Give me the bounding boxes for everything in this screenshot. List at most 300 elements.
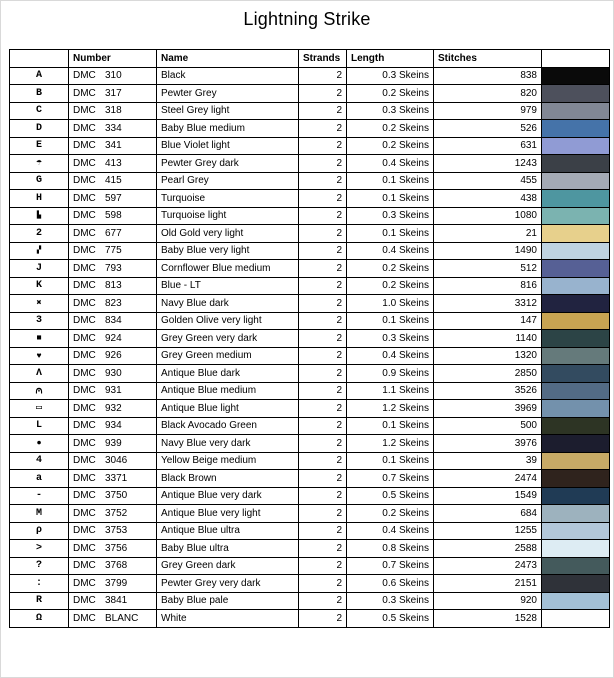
name-cell: Black Avocado Green (157, 417, 299, 435)
color-swatch (542, 172, 610, 190)
symbol-cell: ✖ (10, 295, 69, 313)
number-label: 3756 (105, 542, 128, 554)
color-swatch (542, 330, 610, 348)
length-cell: 0.3 Skeins (347, 330, 434, 348)
pattern-table-body (10, 67, 610, 627)
symbol-cell: A (10, 67, 69, 85)
length-cell: 0.2 Skeins (347, 120, 434, 138)
name-cell: Baby Blue ultra (157, 540, 299, 558)
number-label: 334 (105, 122, 122, 134)
strands-cell: 2 (299, 382, 347, 400)
color-swatch (542, 120, 610, 138)
table-row (10, 382, 610, 400)
stitches-cell: 512 (434, 260, 542, 278)
strands-cell: 2 (299, 260, 347, 278)
number-label: 3753 (105, 525, 128, 537)
number-cell (69, 190, 157, 208)
stitches-cell: 1528 (434, 610, 542, 628)
length-cell: 0.5 Skeins (347, 487, 434, 505)
length-cell: 0.6 Skeins (347, 575, 434, 593)
table-row (10, 610, 610, 628)
name-cell: Black (157, 67, 299, 85)
length-cell: 0.2 Skeins (347, 260, 434, 278)
brand-label: DMC (73, 227, 96, 239)
color-swatch (542, 207, 610, 225)
color-swatch (542, 610, 610, 628)
color-swatch (542, 452, 610, 470)
color-swatch (542, 295, 610, 313)
number-cell (69, 260, 157, 278)
symbol-cell: ● (10, 435, 69, 453)
table-row (10, 137, 610, 155)
table-row (10, 365, 610, 383)
color-swatch (542, 470, 610, 488)
length-cell: 1.0 Skeins (347, 295, 434, 313)
number-cell (69, 242, 157, 260)
brand-label: DMC (73, 297, 96, 309)
number-label: 3046 (105, 455, 128, 467)
number-cell (69, 67, 157, 85)
brand-label: DMC (73, 245, 96, 257)
symbol-cell: a (10, 470, 69, 488)
table-row (10, 102, 610, 120)
length-cell: 0.3 Skeins (347, 592, 434, 610)
brand-label: DMC (73, 140, 96, 152)
symbol-cell: Ω (10, 610, 69, 628)
strands-cell: 2 (299, 312, 347, 330)
number-cell (69, 505, 157, 523)
strands-cell: 2 (299, 610, 347, 628)
color-swatch (542, 312, 610, 330)
number-cell (69, 470, 157, 488)
number-label: 813 (105, 280, 122, 292)
length-cell: 0.9 Skeins (347, 365, 434, 383)
name-cell: Antique Blue medium (157, 382, 299, 400)
table-row (10, 347, 610, 365)
stitches-cell: 526 (434, 120, 542, 138)
brand-label: DMC (73, 490, 96, 502)
strands-cell: 2 (299, 347, 347, 365)
strands-cell: 2 (299, 155, 347, 173)
color-swatch (542, 575, 610, 593)
symbol-cell: ▞ (10, 242, 69, 260)
number-cell (69, 295, 157, 313)
name-cell: Yellow Beige medium (157, 452, 299, 470)
number-cell (69, 452, 157, 470)
strands-cell: 2 (299, 137, 347, 155)
number-label: 775 (105, 245, 122, 257)
header-stitches: Stitches (434, 50, 542, 68)
length-cell: 0.4 Skeins (347, 347, 434, 365)
brand-label: DMC (73, 175, 96, 187)
stitches-cell: 1320 (434, 347, 542, 365)
table-row (10, 592, 610, 610)
table-row (10, 190, 610, 208)
length-cell: 0.8 Skeins (347, 540, 434, 558)
stitches-cell: 3312 (434, 295, 542, 313)
table-row (10, 452, 610, 470)
name-cell: Antique Blue ultra (157, 522, 299, 540)
number-label: 598 (105, 210, 122, 222)
brand-label: DMC (73, 210, 96, 222)
brand-label: DMC (73, 315, 96, 327)
strands-cell: 2 (299, 242, 347, 260)
number-label: 834 (105, 315, 122, 327)
stitches-cell: 1140 (434, 330, 542, 348)
name-cell: Antique Blue very light (157, 505, 299, 523)
table-row (10, 207, 610, 225)
stitches-cell: 2151 (434, 575, 542, 593)
name-cell: Pewter Grey dark (157, 155, 299, 173)
number-cell (69, 592, 157, 610)
symbol-cell: H (10, 190, 69, 208)
color-swatch (542, 155, 610, 173)
strands-cell: 2 (299, 470, 347, 488)
stitches-cell: 2588 (434, 540, 542, 558)
number-label: 3768 (105, 560, 128, 572)
symbol-cell: : (10, 575, 69, 593)
color-swatch (542, 67, 610, 85)
length-cell: 0.2 Skeins (347, 277, 434, 295)
table-row (10, 575, 610, 593)
table-row (10, 155, 610, 173)
strands-cell: 2 (299, 487, 347, 505)
strands-cell: 2 (299, 277, 347, 295)
color-swatch (542, 225, 610, 243)
number-cell (69, 435, 157, 453)
strands-cell: 2 (299, 435, 347, 453)
length-cell: 0.1 Skeins (347, 417, 434, 435)
number-label: 3752 (105, 507, 128, 519)
number-cell (69, 347, 157, 365)
number-cell (69, 540, 157, 558)
length-cell: 0.1 Skeins (347, 172, 434, 190)
stitches-cell: 631 (434, 137, 542, 155)
number-cell (69, 102, 157, 120)
stitches-cell: 3526 (434, 382, 542, 400)
color-swatch (542, 505, 610, 523)
stitches-cell: 3976 (434, 435, 542, 453)
name-cell: Black Brown (157, 470, 299, 488)
number-label: 939 (105, 437, 122, 449)
name-cell: Pewter Grey (157, 85, 299, 103)
number-label: 926 (105, 350, 122, 362)
number-label: 924 (105, 332, 122, 344)
number-label: BLANC (105, 612, 139, 624)
name-cell: Antique Blue dark (157, 365, 299, 383)
name-cell: Grey Green very dark (157, 330, 299, 348)
number-label: 413 (105, 157, 122, 169)
strands-cell: 2 (299, 295, 347, 313)
strands-cell: 2 (299, 67, 347, 85)
number-cell (69, 400, 157, 418)
color-swatch (542, 417, 610, 435)
brand-label: DMC (73, 350, 96, 362)
number-label: 932 (105, 402, 122, 414)
symbol-cell: K (10, 277, 69, 295)
number-cell (69, 382, 157, 400)
symbol-cell: D (10, 120, 69, 138)
length-cell: 0.1 Skeins (347, 225, 434, 243)
name-cell: White (157, 610, 299, 628)
number-label: 597 (105, 192, 122, 204)
number-cell (69, 85, 157, 103)
number-label: 3750 (105, 490, 128, 502)
table-row (10, 120, 610, 138)
brand-label: DMC (73, 472, 96, 484)
length-cell: 1.2 Skeins (347, 400, 434, 418)
name-cell: Turquoise light (157, 207, 299, 225)
table-row (10, 540, 610, 558)
table-row (10, 522, 610, 540)
color-swatch (542, 260, 610, 278)
number-cell (69, 365, 157, 383)
symbol-cell: 4 (10, 452, 69, 470)
table-row (10, 225, 610, 243)
name-cell: Steel Grey light (157, 102, 299, 120)
brand-label: DMC (73, 262, 96, 274)
brand-label: DMC (73, 157, 96, 169)
stitches-cell: 1243 (434, 155, 542, 173)
table-row (10, 85, 610, 103)
number-cell (69, 137, 157, 155)
number-label: 823 (105, 297, 122, 309)
number-cell (69, 575, 157, 593)
stitches-cell: 1255 (434, 522, 542, 540)
brand-label: DMC (73, 385, 96, 397)
strands-cell: 2 (299, 505, 347, 523)
brand-label: DMC (73, 367, 96, 379)
header-length: Length (347, 50, 434, 68)
table-row (10, 172, 610, 190)
table-row (10, 277, 610, 295)
stitches-cell: 438 (434, 190, 542, 208)
name-cell: Blue Violet light (157, 137, 299, 155)
number-cell (69, 487, 157, 505)
brand-label: DMC (73, 455, 96, 467)
stitches-cell: 1490 (434, 242, 542, 260)
color-swatch (542, 85, 610, 103)
length-cell: 0.4 Skeins (347, 522, 434, 540)
name-cell: Baby Blue pale (157, 592, 299, 610)
number-cell (69, 172, 157, 190)
number-label: 677 (105, 227, 122, 239)
number-label: 931 (105, 385, 122, 397)
name-cell: Old Gold very light (157, 225, 299, 243)
brand-label: DMC (73, 402, 96, 414)
color-swatch (542, 190, 610, 208)
length-cell: 0.7 Skeins (347, 557, 434, 575)
brand-label: DMC (73, 280, 96, 292)
name-cell: Pearl Grey (157, 172, 299, 190)
strands-cell: 2 (299, 330, 347, 348)
length-cell: 0.5 Skeins (347, 610, 434, 628)
table-header-row (10, 50, 610, 68)
color-swatch (542, 435, 610, 453)
strands-cell: 2 (299, 102, 347, 120)
number-label: 310 (105, 70, 122, 82)
name-cell: Antique Blue very dark (157, 487, 299, 505)
symbol-cell: - (10, 487, 69, 505)
symbol-cell: ▭ (10, 400, 69, 418)
symbol-cell: R (10, 592, 69, 610)
stitches-cell: 838 (434, 67, 542, 85)
stitches-cell: 500 (434, 417, 542, 435)
strands-cell: 2 (299, 172, 347, 190)
number-cell (69, 557, 157, 575)
color-swatch (542, 365, 610, 383)
brand-label: DMC (73, 122, 96, 134)
length-cell: 0.3 Skeins (347, 207, 434, 225)
symbol-cell: > (10, 540, 69, 558)
header-name: Name (157, 50, 299, 68)
brand-label: DMC (73, 105, 96, 117)
header-symbol (10, 50, 69, 68)
number-label: 930 (105, 367, 122, 379)
strands-cell: 2 (299, 207, 347, 225)
brand-label: DMC (73, 525, 96, 537)
color-swatch (542, 400, 610, 418)
color-swatch (542, 522, 610, 540)
table-row (10, 400, 610, 418)
header-strands: Strands (299, 50, 347, 68)
symbol-cell: ■ (10, 330, 69, 348)
brand-label: DMC (73, 192, 96, 204)
brand-label: DMC (73, 420, 96, 432)
symbol-cell: L (10, 417, 69, 435)
symbol-cell: ? (10, 557, 69, 575)
length-cell: 0.3 Skeins (347, 102, 434, 120)
stitches-cell: 920 (434, 592, 542, 610)
stitches-cell: 147 (434, 312, 542, 330)
strands-cell: 2 (299, 452, 347, 470)
length-cell: 0.7 Skeins (347, 470, 434, 488)
symbol-cell: J (10, 260, 69, 278)
number-label: 3841 (105, 595, 128, 607)
name-cell: Navy Blue very dark (157, 435, 299, 453)
stitches-cell: 21 (434, 225, 542, 243)
name-cell: Cornflower Blue medium (157, 260, 299, 278)
stitches-cell: 979 (434, 102, 542, 120)
number-cell (69, 417, 157, 435)
stitches-cell: 3969 (434, 400, 542, 418)
length-cell: 0.2 Skeins (347, 137, 434, 155)
name-cell: Pewter Grey very dark (157, 575, 299, 593)
table-row (10, 435, 610, 453)
stitches-cell: 816 (434, 277, 542, 295)
pattern-title: Lightning Strike (243, 9, 371, 29)
length-cell: 0.3 Skeins (347, 67, 434, 85)
color-swatch (542, 487, 610, 505)
name-cell: Blue - LT (157, 277, 299, 295)
pattern-key-table (9, 49, 610, 628)
color-swatch (542, 540, 610, 558)
table-row (10, 67, 610, 85)
color-swatch (542, 277, 610, 295)
color-swatch (542, 102, 610, 120)
brand-label: DMC (73, 542, 96, 554)
strands-cell: 2 (299, 540, 347, 558)
table-row (10, 295, 610, 313)
name-cell: Grey Green dark (157, 557, 299, 575)
stitches-cell: 1549 (434, 487, 542, 505)
length-cell: 0.1 Skeins (347, 452, 434, 470)
number-label: 3799 (105, 577, 128, 589)
symbol-cell: ρ (10, 522, 69, 540)
stitches-cell: 2474 (434, 470, 542, 488)
strands-cell: 2 (299, 417, 347, 435)
symbol-cell: 3 (10, 312, 69, 330)
name-cell: Baby Blue very light (157, 242, 299, 260)
stitches-cell: 455 (434, 172, 542, 190)
number-label: 793 (105, 262, 122, 274)
name-cell: Turquoise (157, 190, 299, 208)
symbol-cell: E (10, 137, 69, 155)
stitches-cell: 820 (434, 85, 542, 103)
length-cell: 0.4 Skeins (347, 242, 434, 260)
name-cell: Baby Blue medium (157, 120, 299, 138)
number-cell (69, 120, 157, 138)
symbol-cell: ▙ (10, 207, 69, 225)
length-cell: 1.2 Skeins (347, 435, 434, 453)
symbol-cell: 2 (10, 225, 69, 243)
color-swatch (542, 347, 610, 365)
brand-label: DMC (73, 595, 96, 607)
length-cell: 0.2 Skeins (347, 505, 434, 523)
number-cell (69, 312, 157, 330)
number-label: 341 (105, 140, 122, 152)
name-cell: Navy Blue dark (157, 295, 299, 313)
number-label: 318 (105, 105, 122, 117)
table-row (10, 330, 610, 348)
length-cell: 1.1 Skeins (347, 382, 434, 400)
symbol-cell: ☂ (10, 155, 69, 173)
strands-cell: 2 (299, 592, 347, 610)
color-swatch (542, 382, 610, 400)
number-cell (69, 207, 157, 225)
name-cell: Golden Olive very light (157, 312, 299, 330)
stitches-cell: 2473 (434, 557, 542, 575)
table-row (10, 417, 610, 435)
number-cell (69, 277, 157, 295)
symbol-cell: B (10, 85, 69, 103)
stitches-cell: 1080 (434, 207, 542, 225)
number-cell (69, 225, 157, 243)
strands-cell: 2 (299, 85, 347, 103)
strands-cell: 2 (299, 575, 347, 593)
header-color (542, 50, 610, 68)
table-row (10, 260, 610, 278)
number-cell (69, 155, 157, 173)
brand-label: DMC (73, 507, 96, 519)
stitches-cell: 2850 (434, 365, 542, 383)
symbol-cell: ⩀ (10, 382, 69, 400)
length-cell: 0.4 Skeins (347, 155, 434, 173)
color-swatch (542, 137, 610, 155)
brand-label: DMC (73, 577, 96, 589)
number-cell (69, 610, 157, 628)
brand-label: DMC (73, 437, 96, 449)
strands-cell: 2 (299, 225, 347, 243)
strands-cell: 2 (299, 522, 347, 540)
brand-label: DMC (73, 70, 96, 82)
strands-cell: 2 (299, 400, 347, 418)
table-row (10, 312, 610, 330)
header-number: Number (69, 50, 157, 68)
length-cell: 0.1 Skeins (347, 312, 434, 330)
table-row (10, 470, 610, 488)
symbol-cell: C (10, 102, 69, 120)
